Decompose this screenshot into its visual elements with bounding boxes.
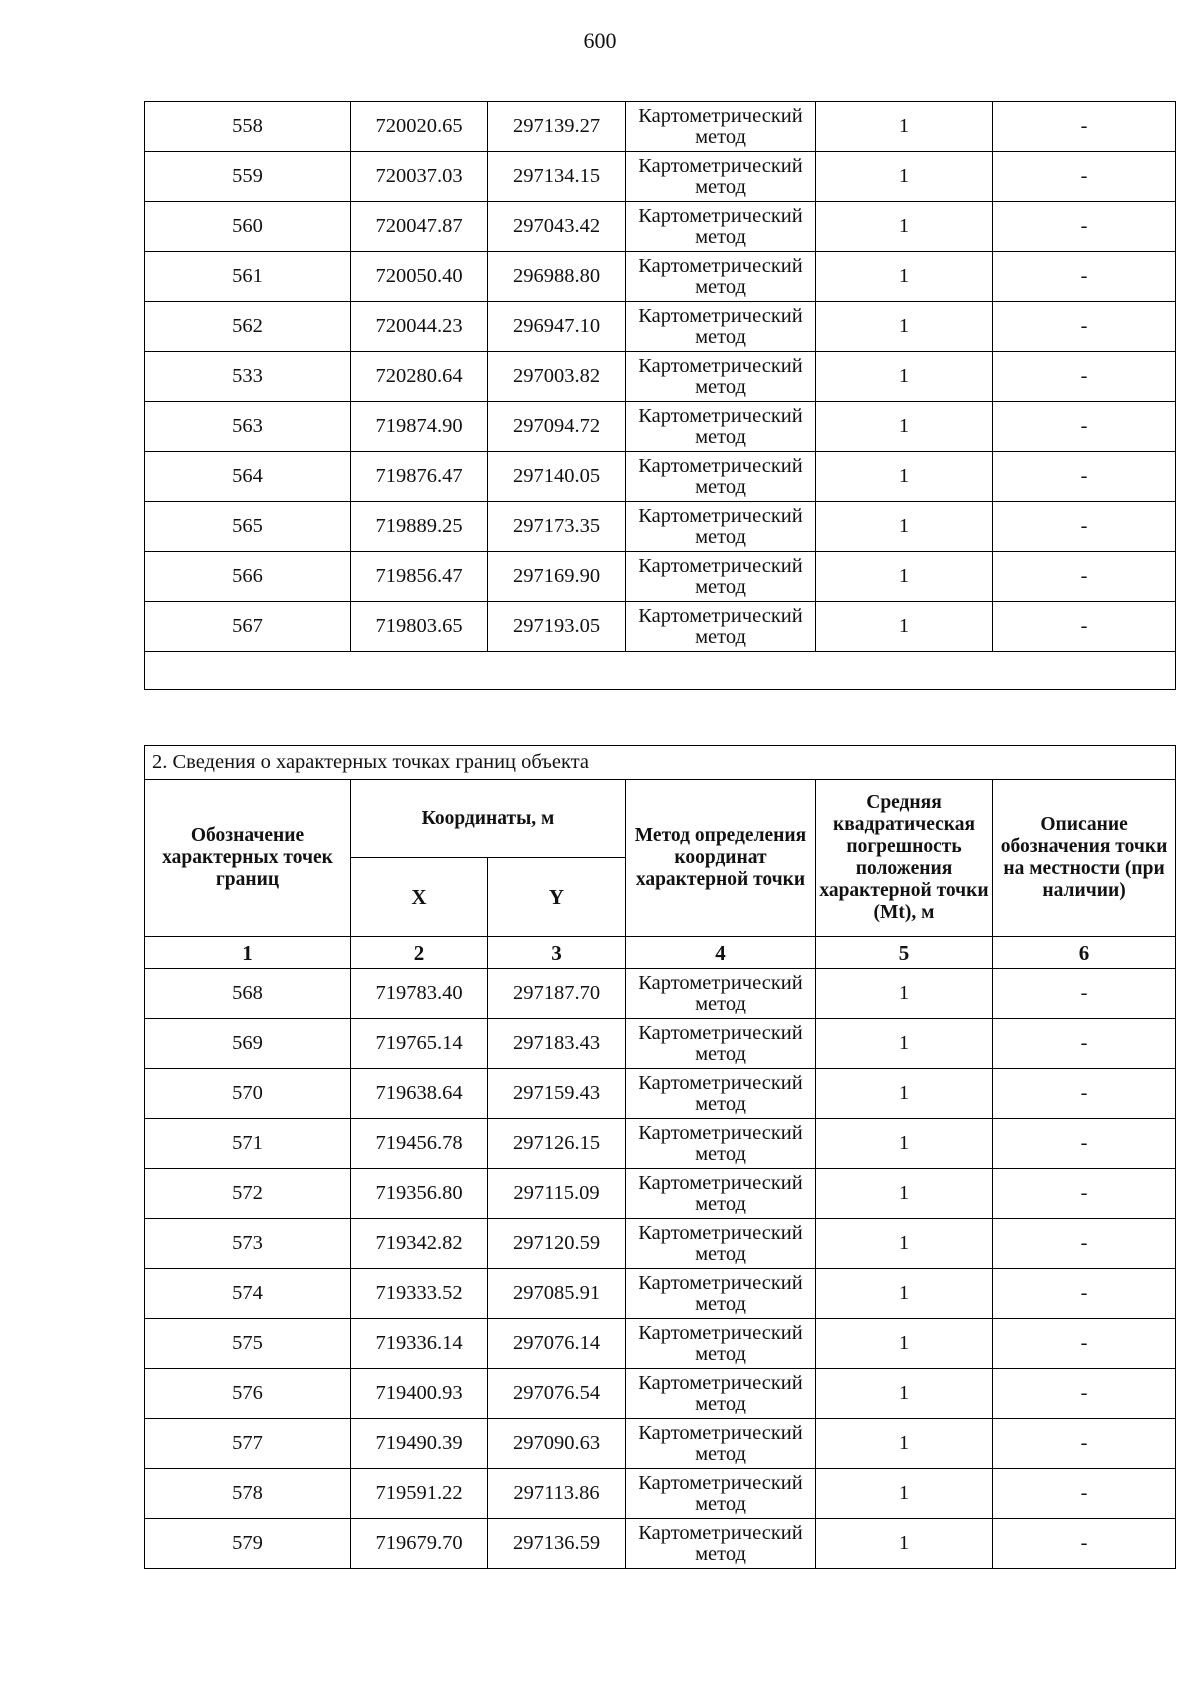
cell-x-coordinate: 719591.22: [351, 1469, 488, 1519]
cell-description: -: [993, 252, 1176, 302]
cell-x-coordinate: 719333.52: [351, 1269, 488, 1319]
cell-mean-square-error: 1: [816, 252, 993, 302]
cell-y-coordinate: 297187.70: [488, 969, 626, 1019]
cell-mean-square-error: 1: [816, 602, 993, 652]
cell-method: Картометрический метод: [626, 1169, 816, 1219]
cell-y-coordinate: 297094.72: [488, 402, 626, 452]
cell-point-id: 562: [145, 302, 351, 352]
cell-x-coordinate: 719889.25: [351, 502, 488, 552]
cell-description: -: [993, 402, 1176, 452]
header-description: Описание обозначения точки на местности (при наличии): [993, 780, 1176, 937]
cell-y-coordinate: 297140.05: [488, 452, 626, 502]
cell-x-coordinate: 720020.65: [351, 102, 488, 152]
cell-method: Картометрический метод: [626, 252, 816, 302]
cell-x-coordinate: 720280.64: [351, 352, 488, 402]
cell-x-coordinate: 719490.39: [351, 1419, 488, 1469]
cell-y-coordinate: 297113.86: [488, 1469, 626, 1519]
cell-mean-square-error: 1: [816, 352, 993, 402]
cell-x-coordinate: 719342.82: [351, 1219, 488, 1269]
table-row: [145, 1369, 1176, 1419]
cell-method: Картометрический метод: [626, 1269, 816, 1319]
cell-y-coordinate: 297115.09: [488, 1169, 626, 1219]
cell-point-id: 566: [145, 552, 351, 602]
cell-description: -: [993, 1519, 1176, 1569]
table-row: [145, 152, 1176, 202]
cell-mean-square-error: 1: [816, 502, 993, 552]
cell-point-id: 533: [145, 352, 351, 402]
cell-y-coordinate: 297183.43: [488, 1019, 626, 1069]
cell-description: -: [993, 552, 1176, 602]
table2-body: [145, 969, 1176, 1569]
cell-point-id: 579: [145, 1519, 351, 1569]
cell-description: -: [993, 969, 1176, 1019]
cell-y-coordinate: 297003.82: [488, 352, 626, 402]
table-row: [145, 452, 1176, 502]
cell-y-coordinate: 297169.90: [488, 552, 626, 602]
column-number: 3: [488, 937, 626, 969]
cell-method: Картометрический метод: [626, 1369, 816, 1419]
cell-point-id: 569: [145, 1019, 351, 1069]
cell-point-id: 574: [145, 1269, 351, 1319]
column-number: 2: [351, 937, 488, 969]
cell-x-coordinate: 719876.47: [351, 452, 488, 502]
cell-mean-square-error: 1: [816, 1069, 993, 1119]
header-coordinates: Координаты, м: [351, 780, 626, 858]
section-title-row: [145, 746, 1176, 780]
cell-x-coordinate: 719336.14: [351, 1319, 488, 1369]
table1-body: [145, 102, 1176, 652]
cell-x-coordinate: 720037.03: [351, 152, 488, 202]
cell-x-coordinate: 719456.78: [351, 1119, 488, 1169]
table-row: [145, 102, 1176, 152]
empty-footer-cell: [145, 652, 1176, 690]
cell-y-coordinate: 297193.05: [488, 602, 626, 652]
cell-point-id: 559: [145, 152, 351, 202]
table-row: [145, 1169, 1176, 1219]
cell-point-id: 565: [145, 502, 351, 552]
cell-description: -: [993, 1419, 1176, 1469]
page-number: 600: [583, 28, 617, 53]
cell-description: -: [993, 1169, 1176, 1219]
cell-x-coordinate: 720050.40: [351, 252, 488, 302]
cell-x-coordinate: 720044.23: [351, 302, 488, 352]
cell-method: Картометрический метод: [626, 1519, 816, 1569]
coordinates-table-continued: [144, 101, 1176, 690]
table-row: [145, 402, 1176, 452]
cell-description: -: [993, 152, 1176, 202]
cell-description: -: [993, 1019, 1176, 1069]
table-row: [145, 1319, 1176, 1369]
cell-mean-square-error: 1: [816, 402, 993, 452]
cell-y-coordinate: 297120.59: [488, 1219, 626, 1269]
cell-method: Картометрический метод: [626, 402, 816, 452]
cell-method: Картометрический метод: [626, 969, 816, 1019]
cell-description: -: [993, 352, 1176, 402]
cell-point-id: 567: [145, 602, 351, 652]
cell-mean-square-error: 1: [816, 969, 993, 1019]
column-number: 1: [145, 937, 351, 969]
column-number: 4: [626, 937, 816, 969]
cell-mean-square-error: 1: [816, 1019, 993, 1069]
cell-y-coordinate: 296988.80: [488, 252, 626, 302]
cell-y-coordinate: 297159.43: [488, 1069, 626, 1119]
cell-y-coordinate: 297173.35: [488, 502, 626, 552]
cell-point-id: 573: [145, 1219, 351, 1269]
cell-method: Картометрический метод: [626, 1319, 816, 1369]
cell-method: Картометрический метод: [626, 102, 816, 152]
table-row: [145, 1519, 1176, 1569]
cell-point-id: 576: [145, 1369, 351, 1419]
table-row: [145, 602, 1176, 652]
cell-y-coordinate: 296947.10: [488, 302, 626, 352]
table-row: [145, 1469, 1176, 1519]
header-mean-square-error: Средняя квадратическая погрешность положения характерной точки (Mt), м: [816, 780, 993, 937]
table-row: [145, 969, 1176, 1019]
column-number: 6: [993, 937, 1176, 969]
table-row: [145, 1419, 1176, 1469]
cell-method: Картометрический метод: [626, 552, 816, 602]
table-row: [145, 1219, 1176, 1269]
cell-point-id: 575: [145, 1319, 351, 1369]
cell-description: -: [993, 1069, 1176, 1119]
header-x: X: [351, 858, 488, 937]
table-footer-row: [145, 652, 1176, 690]
cell-y-coordinate: 297126.15: [488, 1119, 626, 1169]
cell-description: -: [993, 1469, 1176, 1519]
cell-point-id: 563: [145, 402, 351, 452]
cell-mean-square-error: 1: [816, 452, 993, 502]
cell-mean-square-error: 1: [816, 102, 993, 152]
cell-description: -: [993, 202, 1176, 252]
cell-description: -: [993, 302, 1176, 352]
cell-x-coordinate: 719856.47: [351, 552, 488, 602]
cell-description: -: [993, 102, 1176, 152]
cell-mean-square-error: 1: [816, 202, 993, 252]
cell-y-coordinate: 297136.59: [488, 1519, 626, 1569]
cell-mean-square-error: 1: [816, 1219, 993, 1269]
cell-x-coordinate: 720047.87: [351, 202, 488, 252]
cell-x-coordinate: 719356.80: [351, 1169, 488, 1219]
cell-description: -: [993, 1219, 1176, 1269]
cell-method: Картометрический метод: [626, 1219, 816, 1269]
table-row: [145, 252, 1176, 302]
table-row: [145, 1269, 1176, 1319]
cell-point-id: 561: [145, 252, 351, 302]
cell-point-id: 571: [145, 1119, 351, 1169]
cell-description: -: [993, 502, 1176, 552]
table-row: [145, 302, 1176, 352]
cell-method: Картометрический метод: [626, 502, 816, 552]
table-row: [145, 1119, 1176, 1169]
cell-mean-square-error: 1: [816, 1469, 993, 1519]
cell-x-coordinate: 719638.64: [351, 1069, 488, 1119]
cell-method: Картометрический метод: [626, 452, 816, 502]
cell-y-coordinate: 297076.14: [488, 1319, 626, 1369]
cell-point-id: 578: [145, 1469, 351, 1519]
cell-method: Картометрический метод: [626, 1419, 816, 1469]
cell-x-coordinate: 719765.14: [351, 1019, 488, 1069]
header-y: Y: [488, 858, 626, 937]
cell-mean-square-error: 1: [816, 1269, 993, 1319]
cell-mean-square-error: 1: [816, 1369, 993, 1419]
cell-y-coordinate: 297139.27: [488, 102, 626, 152]
cell-y-coordinate: 297043.42: [488, 202, 626, 252]
table-row: [145, 352, 1176, 402]
cell-method: Картометрический метод: [626, 302, 816, 352]
table-row: [145, 552, 1176, 602]
cell-x-coordinate: 719679.70: [351, 1519, 488, 1569]
cell-description: -: [993, 602, 1176, 652]
cell-point-id: 570: [145, 1069, 351, 1119]
cell-mean-square-error: 1: [816, 1319, 993, 1369]
cell-mean-square-error: 1: [816, 1119, 993, 1169]
table-row: [145, 1019, 1176, 1069]
cell-y-coordinate: 297090.63: [488, 1419, 626, 1469]
header-row: [145, 780, 1176, 858]
cell-mean-square-error: 1: [816, 1169, 993, 1219]
cell-point-id: 568: [145, 969, 351, 1019]
cell-y-coordinate: 297085.91: [488, 1269, 626, 1319]
cell-x-coordinate: 719803.65: [351, 602, 488, 652]
cell-y-coordinate: 297134.15: [488, 152, 626, 202]
cell-mean-square-error: 1: [816, 302, 993, 352]
cell-mean-square-error: 1: [816, 552, 993, 602]
cell-point-id: 560: [145, 202, 351, 252]
cell-method: Картометрический метод: [626, 1019, 816, 1069]
column-number: 5: [816, 937, 993, 969]
cell-mean-square-error: 1: [816, 1419, 993, 1469]
cell-point-id: 564: [145, 452, 351, 502]
section-title: 2. Сведения о характерных точках границ объекта: [145, 746, 1176, 780]
table-row: [145, 202, 1176, 252]
cell-method: Картометрический метод: [626, 602, 816, 652]
cell-point-id: 558: [145, 102, 351, 152]
cell-method: Картометрический метод: [626, 1469, 816, 1519]
cell-description: -: [993, 1369, 1176, 1419]
cell-point-id: 572: [145, 1169, 351, 1219]
cell-description: -: [993, 1269, 1176, 1319]
table-row: [145, 502, 1176, 552]
cell-method: Картометрический метод: [626, 152, 816, 202]
cell-method: Картометрический метод: [626, 1069, 816, 1119]
cell-x-coordinate: 719874.90: [351, 402, 488, 452]
cell-x-coordinate: 719400.93: [351, 1369, 488, 1419]
cell-method: Картометрический метод: [626, 352, 816, 402]
cell-description: -: [993, 1319, 1176, 1369]
cell-method: Картометрический метод: [626, 1119, 816, 1169]
cell-point-id: 577: [145, 1419, 351, 1469]
column-number-row: [145, 937, 1176, 969]
cell-description: -: [993, 452, 1176, 502]
header-point-designation: Обозначение характерных точек границ: [145, 780, 351, 937]
cell-x-coordinate: 719783.40: [351, 969, 488, 1019]
cell-description: -: [993, 1119, 1176, 1169]
cell-mean-square-error: 1: [816, 1519, 993, 1569]
cell-method: Картометрический метод: [626, 202, 816, 252]
header-method: Метод определения координат характерной точки: [626, 780, 816, 937]
table-row: [145, 1069, 1176, 1119]
cell-mean-square-error: 1: [816, 152, 993, 202]
boundary-points-table: [144, 745, 1176, 1569]
cell-y-coordinate: 297076.54: [488, 1369, 626, 1419]
